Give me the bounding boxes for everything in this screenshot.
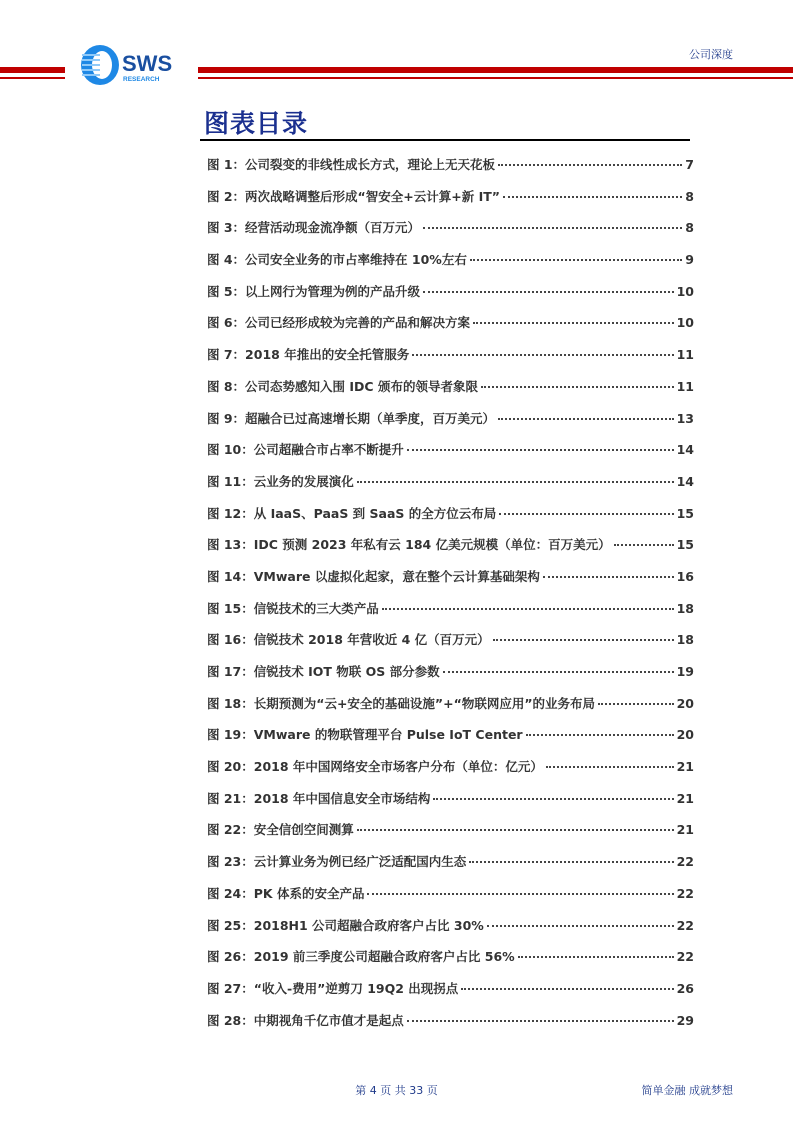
toc-entry[interactable] — [207, 250, 694, 282]
toc-entry-label: 图 21：2018 年中国信息安全市场结构 — [207, 790, 431, 806]
dot-leader — [498, 164, 682, 166]
toc-entry[interactable] — [207, 313, 694, 345]
toc-entry-page: 15 — [676, 505, 694, 521]
toc-entry-label: 图 20：2018 年中国网络安全市场客户分布（单位：亿元） — [207, 759, 543, 775]
toc-entry-label: 图 1：公司裂变的非线性成长方式，理论上无天花板 — [207, 157, 496, 172]
toc-entry-page: 15 — [676, 537, 694, 553]
toc-entry[interactable] — [207, 504, 694, 536]
toc-entry-page: 10 — [676, 283, 694, 299]
toc-entry-page: 14 — [676, 442, 694, 458]
toc-entry[interactable] — [207, 884, 694, 916]
toc-entry-label: 图 24：PK 体系的安全产品 — [207, 885, 365, 901]
toc-entry-page: 8 — [685, 220, 694, 236]
toc-entry-page: 10 — [676, 315, 694, 331]
toc-entry-label: 图 6：公司已经形成较为完善的产品和解决方案 — [207, 315, 471, 331]
toc-entry-label: 图 9：超融合已过高速增长期（单季度，百万美元） — [207, 410, 496, 426]
toc-entry-page: 21 — [676, 759, 694, 775]
toc-entry-page: 20 — [676, 695, 694, 711]
toc-entry[interactable] — [207, 599, 694, 631]
dot-leader — [461, 988, 673, 990]
dot-leader — [367, 893, 673, 895]
toc-entry-page: 18 — [676, 600, 694, 616]
page-title: 图表目录 — [204, 109, 309, 138]
toc-entry-label: 图 16：信锐技术 2018 年营收近 4 亿（百万元） — [207, 632, 490, 648]
dot-leader — [481, 386, 674, 388]
toc-entry-page: 11 — [676, 378, 694, 394]
dot-leader — [433, 798, 673, 800]
toc-entry-page: 20 — [676, 727, 694, 743]
toc-entry-page: 26 — [676, 980, 694, 996]
toc-entry[interactable] — [207, 820, 694, 852]
toc-entry-label: 图 17：信锐技术 IOT 物联 OS 部分参数 — [207, 664, 440, 679]
svg-text:SWS: SWS — [122, 51, 173, 76]
toc-entry-page: 13 — [676, 410, 694, 426]
dot-leader — [443, 671, 674, 673]
toc-entry[interactable] — [207, 377, 694, 409]
toc-entry-page: 8 — [685, 188, 694, 204]
header-rule-thin-right — [198, 77, 793, 79]
toc-entry[interactable] — [207, 282, 694, 314]
toc-entry[interactable] — [207, 409, 694, 441]
toc-entry-label: 图 5：以上网行为管理为例的产品升级 — [207, 283, 421, 299]
toc-entry[interactable] — [207, 916, 694, 948]
dot-leader — [498, 418, 674, 420]
figure-list — [207, 155, 694, 1042]
toc-entry-label: 图 4：公司安全业务的市占率维持在 10%左右 — [207, 252, 467, 268]
dot-leader — [382, 608, 674, 610]
toc-entry[interactable] — [207, 789, 694, 821]
dot-leader — [546, 766, 674, 768]
toc-entry[interactable] — [207, 567, 694, 599]
title-divider — [200, 139, 690, 141]
dot-leader — [493, 639, 674, 641]
toc-entry-label: 图 2：两次战略调整后形成“智安全+云计算+新 IT” — [207, 188, 500, 204]
toc-entry-label: 图 12：从 IaaS、PaaS 到 SaaS 的全方位云布局 — [207, 505, 497, 521]
toc-entry[interactable] — [207, 472, 694, 504]
toc-entry-page: 18 — [676, 632, 694, 648]
header-rule-thick-right — [198, 67, 793, 73]
toc-entry-label: 图 22：安全信创空间测算 — [207, 822, 354, 838]
toc-entry-label: 图 19：VMware 的物联管理平台 Pulse IoT Center — [207, 727, 523, 743]
dot-leader — [407, 1020, 674, 1022]
dot-leader — [503, 196, 682, 198]
dot-leader — [423, 227, 682, 229]
toc-entry[interactable] — [207, 947, 694, 979]
toc-entry-page: 14 — [676, 473, 694, 489]
toc-entry[interactable] — [207, 852, 694, 884]
toc-entry[interactable] — [207, 757, 694, 789]
toc-entry-label: 图 11：云业务的发展演化 — [207, 473, 354, 489]
toc-entry[interactable] — [207, 155, 694, 187]
toc-entry-label: 图 27：“收入-费用”逆剪刀 19Q2 出现拐点 — [207, 980, 459, 996]
toc-entry-label: 图 8：公司态势感知入围 IDC 颁布的领导者象限 — [207, 378, 478, 394]
toc-entry[interactable] — [207, 662, 694, 694]
toc-entry[interactable] — [207, 345, 694, 377]
toc-entry-label: 图 13：IDC 预测 2023 年私有云 184 亿美元规模（单位：百万美元） — [207, 537, 611, 553]
dot-leader — [598, 703, 674, 705]
header-rule-thin-left — [0, 77, 65, 79]
toc-entry-page: 21 — [676, 822, 694, 838]
toc-entry-label: 图 14：VMware 以虚拟化起家，意在整个云计算基础架构 — [207, 568, 540, 584]
toc-entry-page: 21 — [676, 790, 694, 806]
dot-leader — [543, 576, 674, 578]
toc-entry-label: 图 10：公司超融合市占率不断提升 — [207, 442, 404, 458]
toc-entry-page: 22 — [676, 854, 694, 870]
toc-entry[interactable] — [207, 440, 694, 472]
footer-slogan: 简单金融 成就梦想 — [641, 1084, 733, 1097]
toc-entry-label: 图 23：云计算业务为例已经广泛适配国内生态 — [207, 854, 467, 870]
dot-leader — [357, 481, 674, 483]
toc-entry-label: 图 28：中期视角千亿市值才是起点 — [207, 1012, 404, 1028]
dot-leader — [473, 322, 674, 324]
dot-leader — [357, 829, 674, 831]
toc-entry-page: 22 — [676, 885, 694, 901]
toc-entry[interactable] — [207, 1011, 694, 1043]
report-category: 公司深度 — [689, 48, 733, 61]
toc-entry-label: 图 18：长期预测为“云+安全的基础设施”+“物联网应用”的业务布局 — [207, 695, 596, 711]
toc-entry-page: 7 — [685, 157, 694, 172]
toc-entry[interactable] — [207, 535, 694, 567]
page-number: 第 4 页 共 33 页 — [355, 1084, 438, 1097]
toc-entry-label: 图 3：经营活动现金流净额（百万元） — [207, 220, 421, 236]
toc-entry[interactable] — [207, 187, 694, 219]
toc-entry-label: 图 25：2018H1 公司超融合政府客户占比 30% — [207, 917, 484, 933]
dot-leader — [518, 956, 674, 958]
toc-entry-page: 9 — [685, 252, 694, 268]
toc-entry-page: 22 — [676, 917, 694, 933]
dot-leader — [499, 513, 673, 515]
dot-leader — [614, 544, 674, 546]
toc-entry-label: 图 26：2019 前三季度公司超融合政府客户占比 56% — [207, 949, 515, 965]
dot-leader — [469, 861, 673, 863]
toc-entry-page: 11 — [676, 347, 694, 363]
toc-entry[interactable] — [207, 725, 694, 757]
toc-entry-page: 16 — [676, 568, 694, 584]
toc-entry[interactable] — [207, 218, 694, 250]
toc-entry-page: 19 — [676, 664, 694, 679]
toc-entry-page: 22 — [676, 949, 694, 965]
dot-leader — [423, 291, 674, 293]
toc-entry-label: 图 7：2018 年推出的安全托管服务 — [207, 347, 410, 363]
toc-entry-label: 图 15：信锐技术的三大类产品 — [207, 600, 379, 616]
svg-text:RESEARCH: RESEARCH — [123, 76, 160, 83]
header-rule-thick-left — [0, 67, 65, 73]
sws-logo — [80, 44, 185, 86]
toc-entry-page: 29 — [676, 1012, 694, 1028]
toc-entry[interactable] — [207, 979, 694, 1011]
dot-leader — [412, 354, 673, 356]
toc-entry[interactable] — [207, 694, 694, 726]
dot-leader — [470, 259, 682, 261]
dot-leader — [487, 925, 674, 927]
dot-leader — [526, 734, 674, 736]
toc-entry[interactable] — [207, 630, 694, 662]
dot-leader — [407, 449, 674, 451]
